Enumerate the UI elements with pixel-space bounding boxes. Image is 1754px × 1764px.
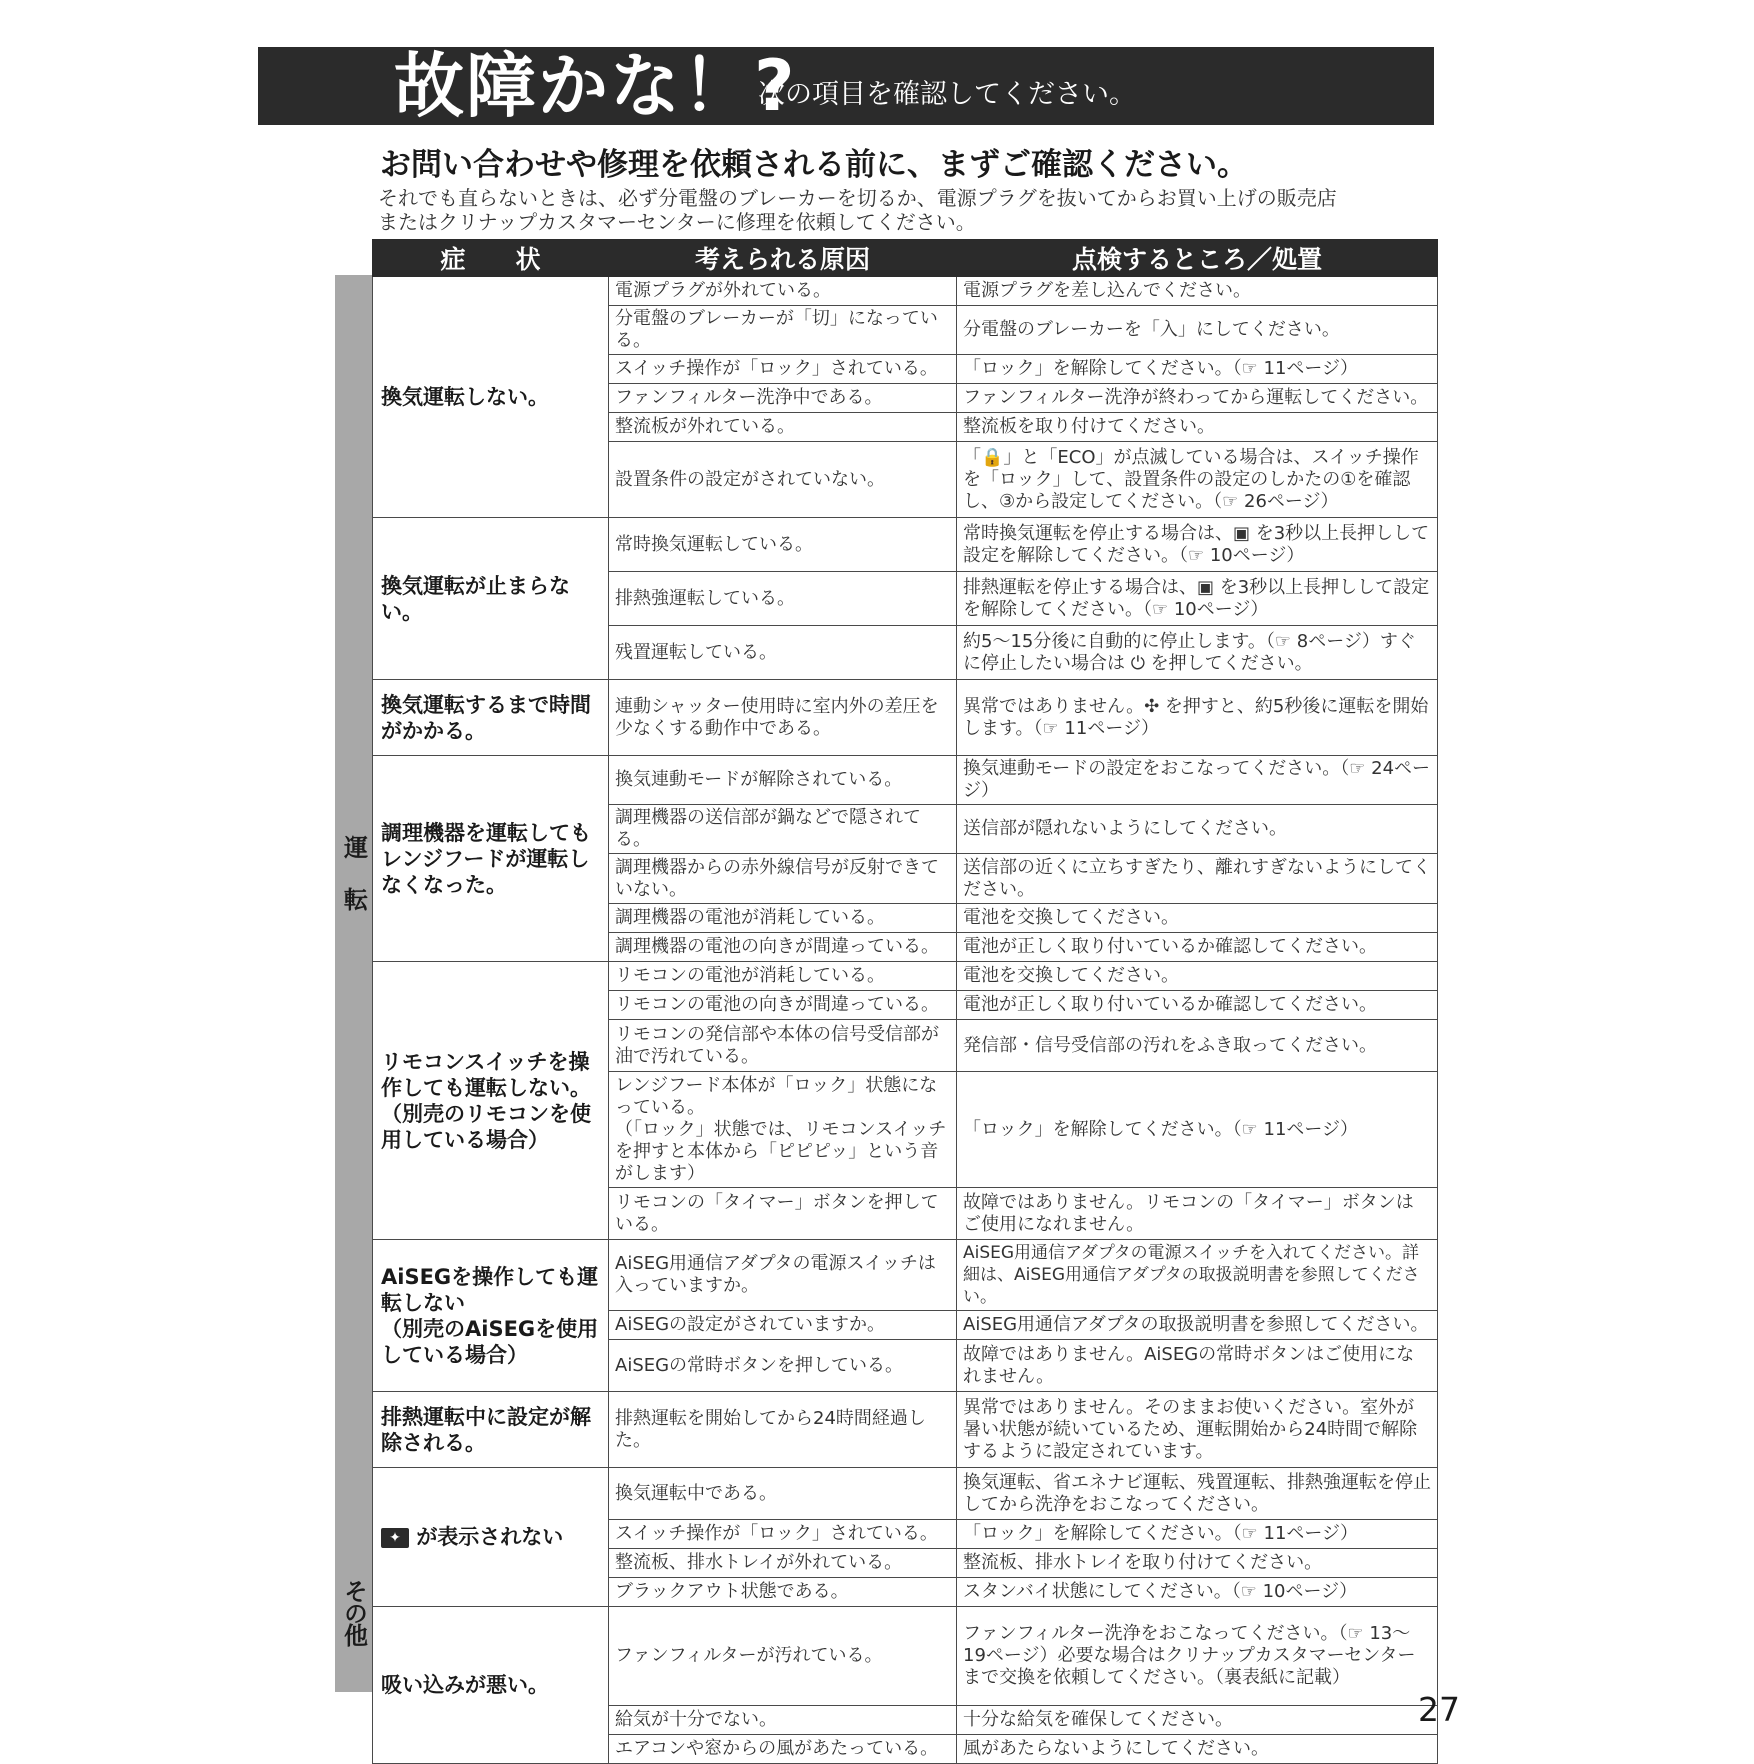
check-cell: 送信部の近くに立ちすぎたり、離れすぎないようにしてください。 xyxy=(957,854,1438,904)
table-row xyxy=(373,1468,1438,1520)
check-cell: 異常ではありません。✣ を押すと、約5秒後に運転を開始します。（☞ 11ページ） xyxy=(957,680,1438,756)
table-header-row xyxy=(373,240,1438,277)
check-cell: 電源プラグを差し込んでください。 xyxy=(957,277,1438,306)
cause-cell: 残置運転している。 xyxy=(609,626,957,680)
check-cell: 風があたらないようにしてください。 xyxy=(957,1735,1438,1764)
cause-cell xyxy=(609,1072,957,1188)
symptom-text: AiSEGを操作しても運転しない xyxy=(381,1264,599,1315)
table-row xyxy=(373,1607,1438,1706)
check-cell: 故障ではありません。リモコンの「タイマー」ボタンはご使用になれません。 xyxy=(957,1188,1438,1240)
cause-cell: 調理機器の送信部が鍋などで隠されてる。 xyxy=(609,805,957,854)
cause-cell: リモコンの電池の向きが間違っている。 xyxy=(609,991,957,1020)
check-cell: 故障ではありません。AiSEGの常時ボタンはご使用になれません。 xyxy=(957,1340,1438,1392)
check-cell: スタンバイ状態にしてください。（☞ 10ページ） xyxy=(957,1578,1438,1607)
cause-cell: 調理機器の電池の向きが間違っている。 xyxy=(609,933,957,962)
table-row xyxy=(373,518,1438,572)
intro-line-2: またはクリナップカスタマーセンターに修理を依頼してください。 xyxy=(378,210,976,234)
cause-cell: 整流板が外れている。 xyxy=(609,413,957,442)
cause-cell: 排熱強運転している。 xyxy=(609,572,957,626)
cause-cell: 常時換気運転している。 xyxy=(609,518,957,572)
table-row xyxy=(373,1240,1438,1311)
page-header xyxy=(258,47,1434,125)
header-subtitle: 次の項目を確認してください。 xyxy=(758,79,1136,110)
column-header-symptom: 症 状 xyxy=(373,240,609,277)
check-cell: 送信部が隠れないようにしてください。 xyxy=(957,805,1438,854)
side-band-run xyxy=(335,275,372,1537)
column-header-check: 点検するところ／処置 xyxy=(957,240,1438,277)
cause-cell: エアコンや窓からの風があたっている。 xyxy=(609,1735,957,1764)
symptom-note: （別売のリモコンを使用している場合） xyxy=(381,1101,591,1152)
side-label-other: その他 xyxy=(339,1579,368,1645)
table-row xyxy=(373,756,1438,805)
cause-cell: スイッチ操作が「ロック」されている。 xyxy=(609,1520,957,1549)
check-cell: 換気連動モードの設定をおこなってください。（☞ 24ページ） xyxy=(957,756,1438,805)
cause-note: （「ロック」状態では、リモコンスイッチを押すと本体から「ピピピッ」という音がします） xyxy=(615,1118,947,1184)
symptom-cell: 換気運転するまで時間がかかる。 xyxy=(373,680,609,756)
check-cell: ファンフィルター洗浄をおこなってください。（☞ 13〜19ページ）必要な場合はクリナップカスタマーセンターまで交換を依頼してください。（裏表紙に記載） xyxy=(957,1607,1438,1706)
cause-cell: 換気連動モードが解除されている。 xyxy=(609,756,957,805)
check-cell: 整流板を取り付けてください。 xyxy=(957,413,1438,442)
check-cell: 整流板、排水トレイを取り付けてください。 xyxy=(957,1549,1438,1578)
check-cell: 発信部・信号受信部の汚れをふき取ってください。 xyxy=(957,1020,1438,1072)
table-row xyxy=(373,277,1438,306)
symptom-cell xyxy=(373,962,609,1240)
cause-text: レンジフード本体が「ロック」状態になっている。 xyxy=(615,1074,938,1118)
check-cell: 「ロック」を解除してください。（☞ 11ページ） xyxy=(957,1520,1438,1549)
check-cell: AiSEG用通信アダプタの電源スイッチを入れてください。詳細は、AiSEG用通信アダプタの取扱説明書を参照してください。 xyxy=(957,1240,1438,1311)
check-cell: 電池が正しく取り付いているか確認してください。 xyxy=(957,991,1438,1020)
intro-line-1: それでも直らないときは、必ず分電盤のブレーカーを切るか、電源プラグを抜いてからお買い上げの販売店 xyxy=(378,186,1337,210)
cause-cell: ファンフィルター洗浄中である。 xyxy=(609,384,957,413)
cause-cell: AiSEGの常時ボタンを押している。 xyxy=(609,1340,957,1392)
symptom-note: （別売のAiSEGを使用している場合） xyxy=(381,1316,599,1367)
intro-title: お問い合わせや修理を依頼される前に、まずご確認ください。 xyxy=(380,147,1248,183)
symptom-cell: 換気運転しない。 xyxy=(373,277,609,518)
table-row xyxy=(373,962,1438,991)
column-header-cause: 考えられる原因 xyxy=(609,240,957,277)
cause-cell: リモコンの「タイマー」ボタンを押している。 xyxy=(609,1188,957,1240)
side-band-other xyxy=(335,1537,372,1692)
cause-cell: ブラックアウト状態である。 xyxy=(609,1578,957,1607)
symptom-cell xyxy=(373,1240,609,1392)
table-row xyxy=(373,1392,1438,1468)
cause-cell: 電源プラグが外れている。 xyxy=(609,277,957,306)
check-cell: 分電盤のブレーカーを「入」にしてください。 xyxy=(957,306,1438,355)
check-cell: 「🔒」と「ECO」が点滅している場合は、スイッチ操作を「ロック」して、設置条件の設定のしかたの①を確認し、③から設定してください。（☞ 26ページ） xyxy=(957,442,1438,518)
check-cell: 「ロック」を解除してください。（☞ 11ページ） xyxy=(957,1072,1438,1188)
cause-cell: 調理機器の電池が消耗している。 xyxy=(609,904,957,933)
cause-cell: AiSEGの設定がされていますか。 xyxy=(609,1311,957,1340)
check-cell: 電池を交換してください。 xyxy=(957,904,1438,933)
cause-cell: スイッチ操作が「ロック」されている。 xyxy=(609,355,957,384)
symptom-cell xyxy=(373,1468,609,1607)
side-label-run: 運転 xyxy=(339,835,368,939)
check-cell: 十分な給気を確保してください。 xyxy=(957,1706,1438,1735)
cause-cell: 設置条件の設定がされていない。 xyxy=(609,442,957,518)
cause-cell: AiSEG用通信アダプタの電源スイッチは入っていますか。 xyxy=(609,1240,957,1311)
page-number: 27 xyxy=(1418,1690,1460,1729)
cause-cell: 分電盤のブレーカーが「切」になっている。 xyxy=(609,306,957,355)
cause-cell: 調理機器からの赤外線信号が反射できていない。 xyxy=(609,854,957,904)
symptom-text: リモコンスイッチを操作しても運転しない。 xyxy=(381,1049,591,1100)
cause-cell: 換気運転中である。 xyxy=(609,1468,957,1520)
cause-cell: ファンフィルターが汚れている。 xyxy=(609,1607,957,1706)
cause-cell: リモコンの電池が消耗している。 xyxy=(609,962,957,991)
check-cell: 電池を交換してください。 xyxy=(957,962,1438,991)
check-cell: 異常ではありません。そのままお使いください。室外が暑い状態が続いているため、運転開始から24時間で解除するように設定されています。 xyxy=(957,1392,1438,1468)
symptom-text: が表示されない xyxy=(416,1525,564,1549)
symptom-cell: 換気運転が止まらない。 xyxy=(373,518,609,680)
check-cell: 換気運転、省エネナビ運転、残置運転、排熱強運転を停止してから洗浄をおこなってください。 xyxy=(957,1468,1438,1520)
table-row xyxy=(373,680,1438,756)
troubleshooting-table xyxy=(372,239,1438,1764)
check-cell: 常時換気運転を停止する場合は、▣ を3秒以上長押しして設定を解除してください。（☞ 10ページ） xyxy=(957,518,1438,572)
sparkle-icon: ✦ xyxy=(381,1528,409,1548)
check-cell: 電池が正しく取り付いているか確認してください。 xyxy=(957,933,1438,962)
check-cell: ファンフィルター洗浄が終わってから運転してください。 xyxy=(957,384,1438,413)
cause-cell: 連動シャッター使用時に室内外の差圧を少なくする動作中である。 xyxy=(609,680,957,756)
cause-cell: リモコンの発信部や本体の信号受信部が油で汚れている。 xyxy=(609,1020,957,1072)
cause-cell: 整流板、排水トレイが外れている。 xyxy=(609,1549,957,1578)
check-cell: AiSEG用通信アダプタの取扱説明書を参照してください。 xyxy=(957,1311,1438,1340)
check-cell: 排熱運転を停止する場合は、▣ を3秒以上長押しして設定を解除してください。（☞ 10ページ） xyxy=(957,572,1438,626)
check-cell: 「ロック」を解除してください。（☞ 11ページ） xyxy=(957,355,1438,384)
cause-cell: 給気が十分でない。 xyxy=(609,1706,957,1735)
symptom-cell: 調理機器を運転してもレンジフードが運転しなくなった。 xyxy=(373,756,609,962)
header-title: 故障かな！? xyxy=(394,45,797,127)
cause-cell: 排熱運転を開始してから24時間経過した。 xyxy=(609,1392,957,1468)
symptom-cell: 排熱運転中に設定が解除される。 xyxy=(373,1392,609,1468)
symptom-cell: 吸い込みが悪い。 xyxy=(373,1607,609,1764)
check-cell: 約5〜15分後に自動的に停止します。（☞ 8ページ）すぐに停止したい場合は ⏻ を押してください。 xyxy=(957,626,1438,680)
